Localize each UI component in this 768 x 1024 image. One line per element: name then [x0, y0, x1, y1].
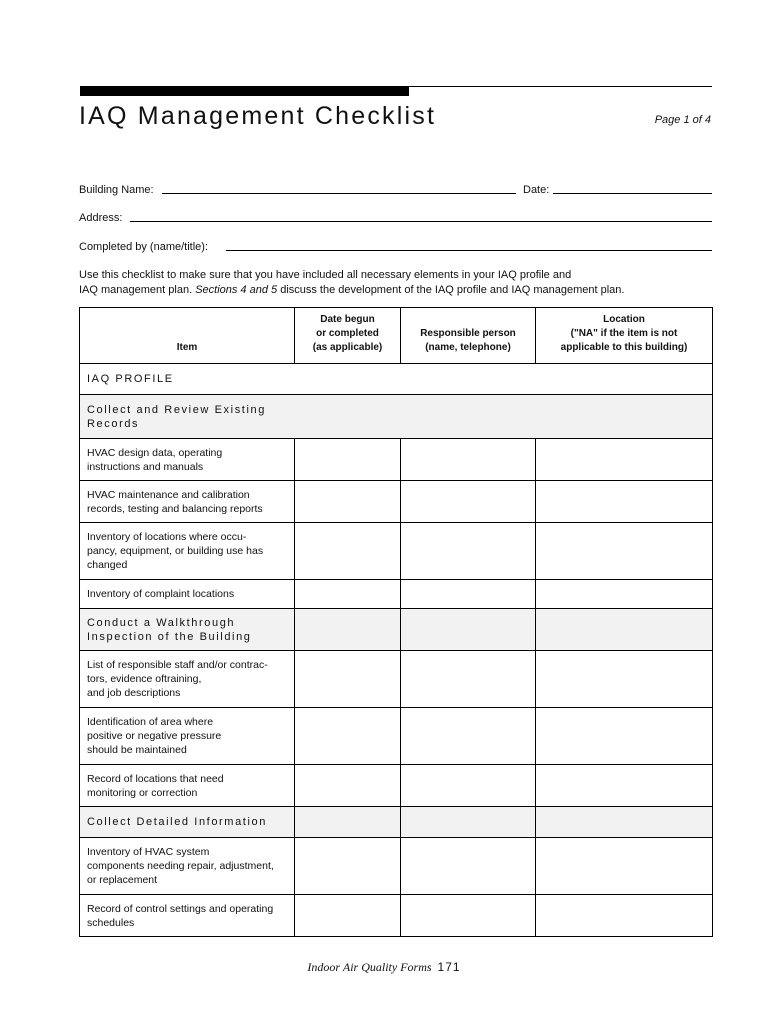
date-cell[interactable]	[295, 708, 401, 765]
person-cell[interactable]	[401, 651, 536, 708]
date-cell[interactable]	[295, 580, 401, 609]
subsection-label: Collect and Review Existing Records	[80, 395, 295, 439]
subsection-row-detailed-info	[80, 807, 713, 838]
date-cell[interactable]	[295, 439, 401, 481]
header-location: Location ("NA" if the item is not applicable to this building)	[536, 308, 713, 364]
person-cell[interactable]	[401, 838, 536, 895]
building-name-label: Building Name:	[79, 184, 154, 196]
location-cell[interactable]	[536, 651, 713, 708]
table-row	[80, 765, 713, 807]
intro-line-2-prefix: IAQ management plan.	[79, 283, 196, 296]
person-cell[interactable]	[401, 580, 536, 609]
intro-line-2-suffix: discuss the development of the IAQ profile and IAQ management plan.	[277, 283, 625, 296]
item-label: HVAC maintenance and calibration records, testing and balancing reports	[80, 481, 295, 523]
completed-by-line[interactable]	[226, 249, 712, 251]
date-cell[interactable]	[295, 765, 401, 807]
table-row	[80, 439, 713, 481]
address-line[interactable]	[130, 220, 712, 222]
table-row	[80, 580, 713, 609]
item-label: List of responsible staff and/or contrac- tors, evidence oftraining, and job descriptions	[80, 651, 295, 708]
subsection-row-walkthrough	[80, 609, 713, 651]
table-row	[80, 708, 713, 765]
date-cell[interactable]	[295, 895, 401, 937]
date-label: Date:	[523, 184, 550, 196]
header-item: Item	[80, 308, 295, 364]
intro-line-2	[79, 283, 719, 298]
location-cell[interactable]	[536, 895, 713, 937]
location-cell[interactable]	[536, 439, 713, 481]
date-field[interactable]	[523, 184, 712, 196]
subsection-label: Conduct a Walkthrough Inspection of the Building	[80, 609, 295, 651]
person-cell[interactable]	[401, 481, 536, 523]
intro-line-2-emphasis: Sections 4 and 5	[195, 283, 278, 296]
intro-line-1: Use this checklist to make sure that you have included all necessary elements in your IAQ profile and	[79, 269, 572, 281]
header-rule	[409, 86, 712, 87]
header-bar	[80, 86, 409, 96]
item-label: Inventory of locations where occu- pancy, equipment, or building use has changed	[80, 523, 295, 580]
date-cell[interactable]	[295, 481, 401, 523]
subsection-row-collect-records	[80, 395, 713, 439]
header-date: Date begun or completed (as applicable)	[295, 308, 401, 364]
address-label: Address:	[79, 212, 123, 224]
item-label: HVAC design data, operating instructions and manuals	[80, 439, 295, 481]
location-cell[interactable]	[536, 580, 713, 609]
date-cell[interactable]	[295, 651, 401, 708]
table-header-row	[80, 308, 713, 364]
footer-text: Indoor Air Quality Forms	[307, 960, 432, 974]
building-name-line[interactable]	[162, 192, 516, 194]
item-label: Identification of area where positive or negative pressure should be maintained	[80, 708, 295, 765]
date-line[interactable]	[553, 192, 712, 194]
page-number: 171	[437, 960, 461, 974]
location-cell[interactable]	[536, 765, 713, 807]
person-cell[interactable]	[401, 765, 536, 807]
section-row-iaq-profile	[80, 364, 713, 395]
table-row	[80, 838, 713, 895]
item-label: Record of control settings and operating schedules	[80, 895, 295, 937]
location-cell[interactable]	[536, 838, 713, 895]
header-responsible-person: Responsible person (name, telephone)	[401, 308, 536, 364]
intro-text	[79, 268, 719, 297]
subsection-label: Collect Detailed Information	[80, 807, 295, 838]
person-cell[interactable]	[401, 895, 536, 937]
person-cell[interactable]	[401, 708, 536, 765]
item-label: Record of locations that need monitoring or correction	[80, 765, 295, 807]
location-cell[interactable]	[536, 523, 713, 580]
section-label: IAQ PROFILE	[80, 364, 295, 395]
date-cell[interactable]	[295, 838, 401, 895]
table-row	[80, 481, 713, 523]
item-label: Inventory of HVAC system components needing repair, adjustment, or replacement	[80, 838, 295, 895]
completed-by-label: Completed by (name/title):	[79, 241, 208, 253]
location-cell[interactable]	[536, 481, 713, 523]
person-cell[interactable]	[401, 523, 536, 580]
date-cell[interactable]	[295, 523, 401, 580]
person-cell[interactable]	[401, 439, 536, 481]
checklist-table	[79, 307, 713, 937]
table-row	[80, 651, 713, 708]
completed-by-field[interactable]	[79, 241, 712, 253]
table-row	[80, 523, 713, 580]
location-cell[interactable]	[536, 708, 713, 765]
page-info: Page 1 of 4	[654, 114, 711, 126]
table-row	[80, 895, 713, 937]
page-footer	[0, 960, 768, 975]
building-name-field[interactable]	[79, 184, 516, 196]
item-label: Inventory of complaint locations	[80, 580, 295, 609]
page-title: IAQ Management Checklist	[79, 102, 437, 130]
address-field[interactable]	[79, 212, 712, 224]
